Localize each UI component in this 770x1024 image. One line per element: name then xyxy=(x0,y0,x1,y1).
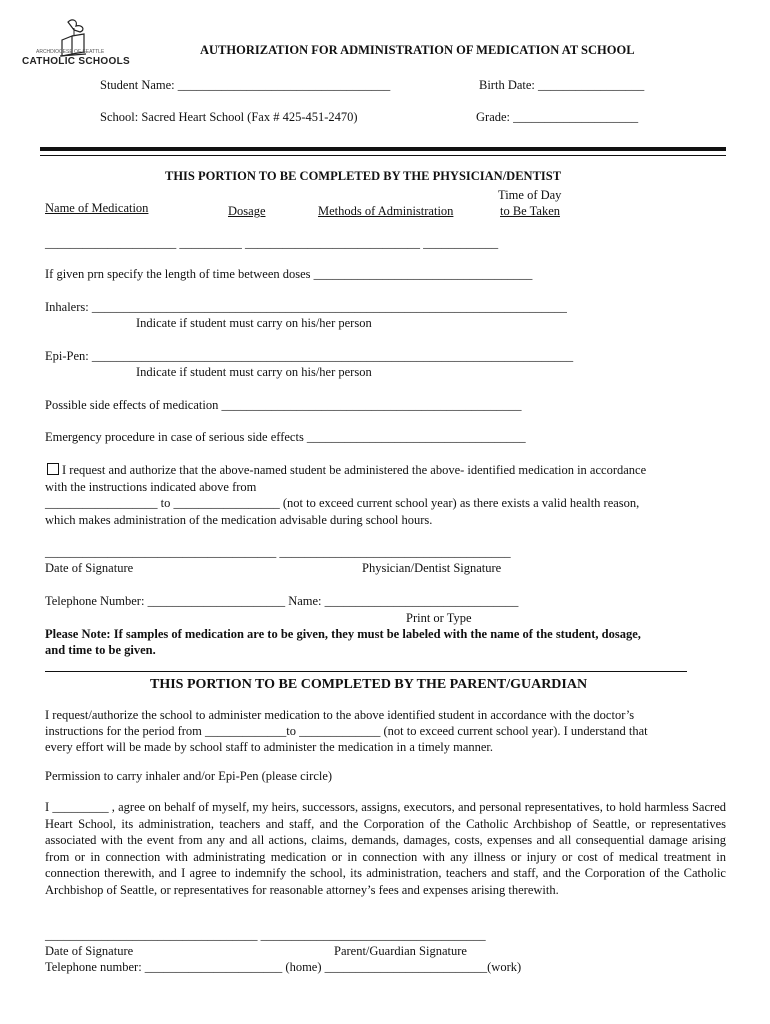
side-effects-field[interactable]: Possible side effects of medication ________________________________________________ xyxy=(45,398,522,412)
logo-name: CATHOLIC SCHOOLS xyxy=(22,56,130,67)
header-divider xyxy=(40,147,726,151)
physician-signature-lines[interactable]: _____________________________________ _____________________________________ xyxy=(45,545,511,559)
parent-request-line-2[interactable]: instructions for the period from _____________to _____________ (not to exceed current school year). I understand that xyxy=(45,724,648,738)
print-or-type-label: Print or Type xyxy=(406,611,472,625)
physician-date-label: Date of Signature xyxy=(45,561,134,575)
inhalers-field[interactable]: Inhalers: ____________________________________________________________________________ xyxy=(45,300,567,314)
please-note-line-1: Please Note: If samples of medication are to be given, they must be labeled with the name of the student, dosage, xyxy=(45,627,641,641)
col-time-line2: to Be Taken xyxy=(500,204,560,218)
please-note-line-2: and time to be given. xyxy=(45,643,156,657)
logo-small-text: ARCHDIOCESE OF SEATTLE xyxy=(36,49,105,55)
prn-field[interactable]: If given prn specify the length of time between doses ___________________________________ xyxy=(45,267,533,281)
col-time-line1: Time of Day xyxy=(498,188,562,202)
emergency-field[interactable]: Emergency procedure in case of serious side effects ___________________________________ xyxy=(45,430,526,444)
grade-field[interactable]: Grade: ____________________ xyxy=(476,110,639,124)
parent-request-line-1: I request/authorize the school to administer medication to the above identified student in accordance with the doctor’s xyxy=(45,708,635,722)
guardian-date-label: Date of Signature xyxy=(45,944,134,958)
authorize-checkbox[interactable] xyxy=(47,463,59,475)
col-name-of-medication: Name of Medication xyxy=(45,201,149,215)
birth-date-field[interactable]: Birth Date: _________________ xyxy=(479,78,645,92)
parent-section-title: THIS PORTION TO BE COMPLETED BY THE PARENT/GUARDIAN xyxy=(150,677,588,692)
hold-harmless-paragraph: I _________ , agree on behalf of myself, my heirs, successors, assigns, executors, and personal representatives, to hold harmless Sacred Heart School, its administration, teachers and staff, and the Corporation of the Catholic Archbishop of Seattle, or representatives associated with the event from any and all actions, claims, demands, damages, costs, expenses and all consequential damage arising from or in connection with administrating medication or in connection with any illness or injury or cost of medical treatment in connection therewith, and I agree to indemnify the school, its administration, teachers and staff, and the Corporation of the Catholic Archbishop of Seattle, or representatives for reasonable attorney’s fees and expenses arising therewith. xyxy=(45,800,726,897)
authorize-text-1: I request and authorize that the above-named student be administered the above- identified medication in accordance xyxy=(62,463,647,477)
parent-request-line-3: every effort will be made by school staff to administer the medication in a timely manner. xyxy=(45,740,494,754)
authorize-line-1 xyxy=(47,463,646,478)
epipen-note: Indicate if student must carry on his/her person xyxy=(136,365,372,379)
student-name-field[interactable]: Student Name: __________________________________ xyxy=(100,78,391,92)
medication-blank-row[interactable]: _____________________ __________ ____________________________ ____________ xyxy=(45,236,499,250)
col-dosage: Dosage xyxy=(228,204,266,218)
form-title: AUTHORIZATION FOR ADMINISTRATION OF MEDICATION AT SCHOOL xyxy=(200,43,635,57)
authorize-line-2: with the instructions indicated above from xyxy=(45,480,257,494)
physician-section-title: THIS PORTION TO BE COMPLETED BY THE PHYSICIAN/DENTIST xyxy=(165,169,562,183)
guardian-signature-lines[interactable]: __________________________________ ____________________________________ xyxy=(45,928,486,942)
col-methods: Methods of Administration xyxy=(318,204,454,218)
guardian-signature-label: Parent/Guardian Signature xyxy=(334,944,467,958)
guardian-telephone-field[interactable]: Telephone number: ______________________ (home) __________________________(work) xyxy=(45,960,522,974)
authorize-line-4: which makes administration of the medication advisable during school hours. xyxy=(45,513,433,527)
inhalers-note: Indicate if student must carry on his/her person xyxy=(136,316,372,330)
epipen-field[interactable]: Epi-Pen: _____________________________________________________________________________ xyxy=(45,349,574,363)
authorize-line-3[interactable]: __________________ to _________________ (not to exceed current school year) as there exists a valid health reason, xyxy=(45,496,640,510)
physician-telephone-name-field[interactable]: Telephone Number: ______________________ Name: _______________________________ xyxy=(45,594,519,608)
permission-carry-text: Permission to carry inhaler and/or Epi-Pen (please circle) xyxy=(45,769,333,783)
school-field: School: Sacred Heart School (Fax # 425-451-2470) xyxy=(100,110,358,124)
physician-signature-label: Physician/Dentist Signature xyxy=(362,561,502,575)
header-divider-thin xyxy=(40,155,726,156)
section-divider xyxy=(45,671,687,672)
